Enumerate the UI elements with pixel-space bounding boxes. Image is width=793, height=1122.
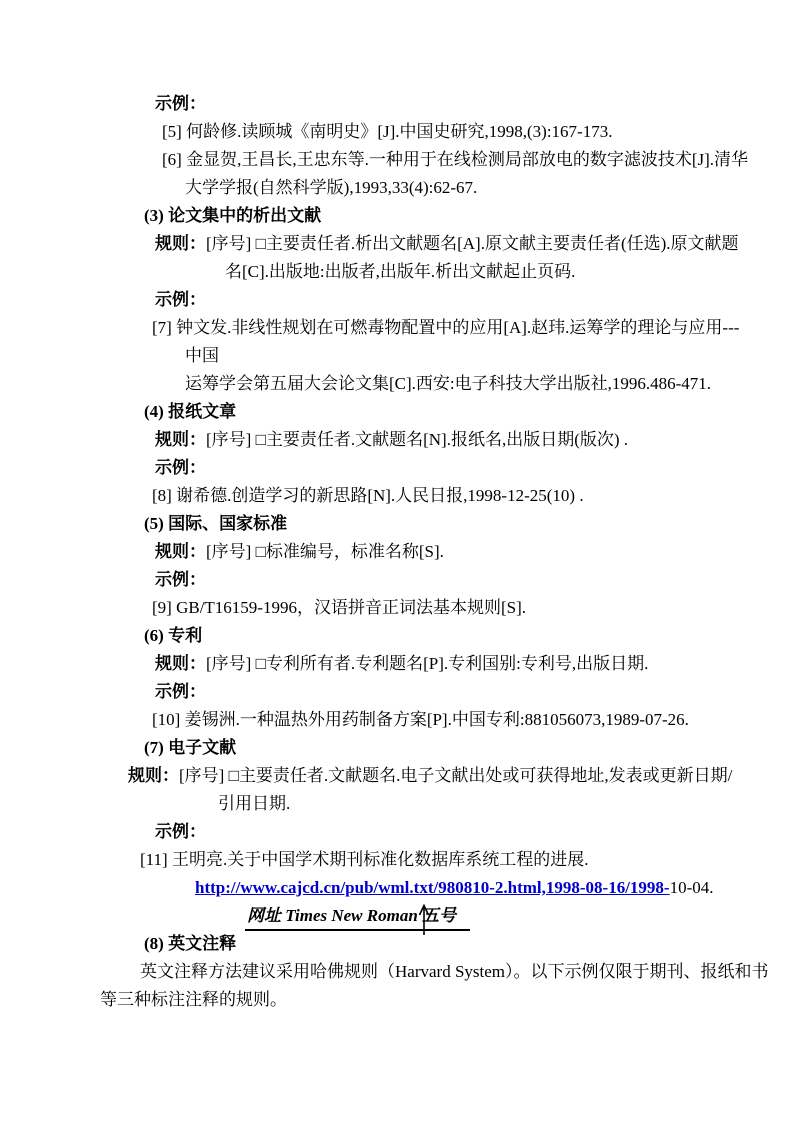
rule-text: [序号] □主要责任者.文献题名[N].报纸名,出版日期(版次) . (206, 430, 629, 449)
document-content (100, 90, 769, 1014)
rule-label: 规则： (155, 542, 206, 561)
example-label: 示例： (155, 458, 206, 477)
rule-text: [序号] □标准编号，标准名称[S]. (206, 542, 444, 561)
section-6-heading: (6) 专利 (144, 626, 203, 645)
section-7-heading: (7) 电子文献 (144, 738, 237, 757)
english-note-paragraph-line2: 等三种标注注释的规则。 (100, 990, 287, 1009)
reference-entry-6-line2: 大学学报(自然科学版),1993,33(4):62-67. (185, 178, 478, 197)
rule-label: 规则： (155, 430, 206, 449)
example-label: 示例： (155, 682, 206, 701)
reference-entry-8: [8] 谢希德.创造学习的新思路[N].人民日报,1998-12-25(10) . (152, 486, 584, 505)
section-6-rule (100, 650, 715, 678)
rule-text: [序号] □主要责任者.文献题名.电子文献出处或可获得地址,发表或更新日期/ (179, 766, 733, 785)
example-label: 示例： (155, 94, 206, 113)
section-3-rule-line1 (100, 230, 739, 258)
reference-entry-9: [9] GB/T16159-1996，汉语拼音正词法基本规则[S]. (152, 598, 526, 617)
section-5-rule (100, 538, 715, 566)
section-3-heading: (3) 论文集中的析出文献 (144, 206, 322, 225)
format-annotation: 网址 Times New Roman 五号 (245, 904, 470, 931)
example-label: 示例： (155, 570, 206, 589)
reference-entry-7-line3: 运筹学会第五届大会论文集[C].西安:电子科技大学出版社,1996.486-471. (185, 374, 712, 393)
example-label: 示例： (155, 290, 206, 309)
reference-entry-11-url-line (100, 874, 715, 902)
rule-text: [序号] □专利所有者.专利题名[P].专利国别:专利号,出版日期. (206, 654, 649, 673)
english-note-paragraph-line1: 英文注释方法建议采用哈佛规则（Harvard System）。以下示例仅限于期刊、报纸和书 (140, 962, 769, 981)
reference-entry-10: [10] 姜锡洲.一种温热外用药制备方案[P].中国专利:881056073,1989-07-26. (152, 710, 689, 729)
reference-entry-11: [11] 王明亮.关于中国学术期刊标准化数据库系统工程的进展. (140, 850, 589, 869)
reference-entry-7-line1: [7] 钟文发.非线性规划在可燃毒物配置中的应用[A].赵玮.运筹学的理论与应用--- (152, 318, 740, 337)
section-4-heading: (4) 报纸文章 (144, 402, 237, 421)
rule-text: [序号] □主要责任者.析出文献题名[A].原文献主要责任者(任选).原文献题 (206, 234, 739, 253)
rule-label: 规则： (155, 654, 206, 673)
section-3-rule-line2: 名[C].出版地:出版者,出版年.析出文献起止页码. (225, 262, 576, 281)
callout-arrow-icon (416, 904, 432, 936)
example-label: 示例： (155, 822, 206, 841)
rule-label: 规则： (128, 766, 179, 785)
section-4-rule (100, 426, 715, 454)
section-7-rule-line1 (100, 762, 733, 790)
reference-entry-6-line1: [6] 金显贺,王昌长,王忠东等.一种用于在线检测局部放电的数字滤波技术[J].清华 (162, 150, 749, 169)
hyperlink[interactable]: http://www.cajcd.cn/pub/wml.txt/980810-2.html,1998-08-16/1998- (195, 878, 670, 897)
section-7-rule-line2: 引用日期. (218, 794, 291, 813)
reference-entry-5: [5] 何龄修.读顾城《南明史》[J].中国史研究,1998,(3):167-173. (162, 122, 613, 141)
reference-entry-7-line2: 中国 (185, 346, 219, 365)
section-8-heading: (8) 英文注释 (144, 934, 237, 953)
rule-label: 规则： (155, 234, 206, 253)
url-tail-text: 10-04. (669, 878, 714, 897)
format-annotation-line (100, 902, 715, 930)
section-5-heading: (5) 国际、国家标准 (144, 514, 288, 533)
